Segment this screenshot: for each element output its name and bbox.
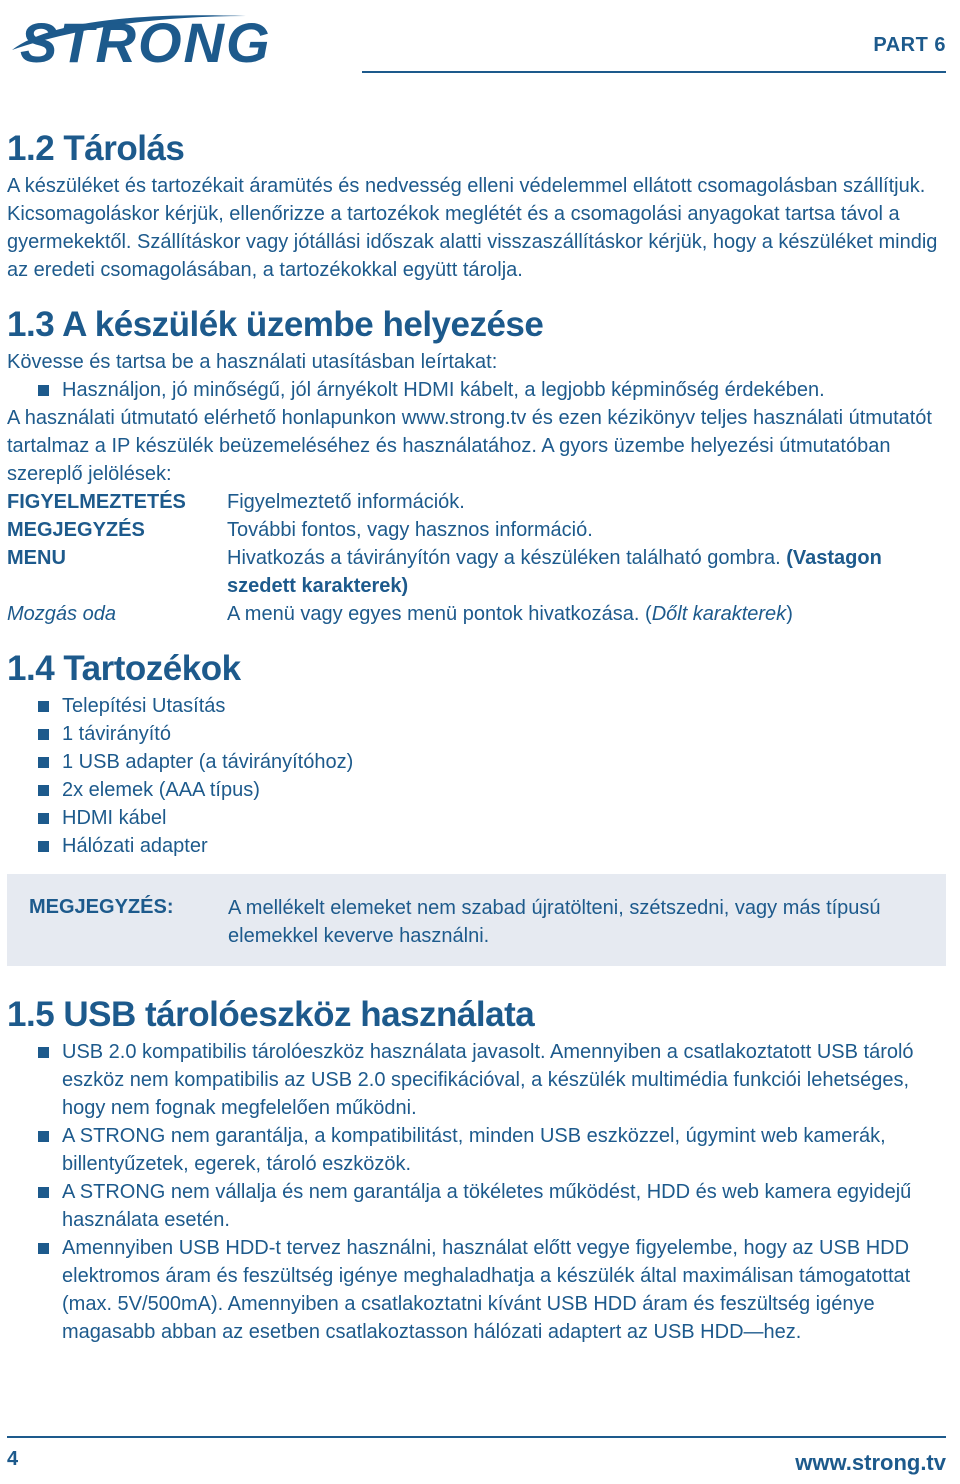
notation-desc: Hivatkozás a távirányítón vagy a készüléken található gombra. (Vastagon szedett karakterek) xyxy=(227,547,882,597)
section-title-storage: 1.2 Tárolás xyxy=(7,129,185,168)
list-item: A STRONG nem vállalja és nem garantálja a tökéletes működést, HDD és web kamera egyidejű használata esetén. xyxy=(7,1178,947,1234)
list-item: A STRONG nem garantálja, a kompatibilitást, minden USB eszközzel, úgymint web kamerák, billentyűzetek, egerek, tároló eszközök. xyxy=(7,1122,947,1178)
list-item: 1 távirányító xyxy=(7,720,947,748)
usb-list xyxy=(7,1038,947,1346)
notation-desc: Figyelmeztető információk. xyxy=(227,491,465,513)
notation-desc: További fontos, vagy hasznos információ. xyxy=(227,519,593,541)
part-label: PART 6 xyxy=(873,34,946,56)
bullet-square-icon xyxy=(38,813,49,824)
bullet-square-icon xyxy=(38,1187,49,1198)
note-box xyxy=(7,874,946,966)
notation-desc: A menü vagy egyes menü pontok hivatkozása. (Dőlt karakterek) xyxy=(227,603,793,625)
page-content xyxy=(7,126,947,1346)
list-item: 2x elemek (AAA típus) xyxy=(7,776,947,804)
bullet-square-icon xyxy=(38,701,49,712)
list-item: Amennyiben USB HDD-t tervez használni, használat előtt vegye figyelembe, hogy az USB HDD elektromos áram és feszültség igénye meghaladhatja a készülék által maximálisan támogatottat (max. 5V/500mA). Amennyiben a csatlakoztatni kívánt USB HDD áram és feszültség igénye magasabb abban az esetben csatlakoztasson hálózati adaptert az USB HDD—hez. xyxy=(7,1234,947,1346)
section-title-setup: 1.3 A készülék üzembe helyezése xyxy=(7,305,544,344)
list-item: Használjon, jó minőségű, jól árnyékolt HDMI kábelt, a legjobb képminőség érdekében. xyxy=(7,376,947,404)
svg-text:STRONG: STRONG xyxy=(20,11,272,70)
list-item: 1 USB adapter (a távirányítóhoz) xyxy=(7,748,947,776)
bullet-square-icon xyxy=(38,841,49,852)
accessories-list xyxy=(7,692,947,860)
bullet-square-icon xyxy=(38,1131,49,1142)
notation-term: FIGYELMEZTETÉS xyxy=(7,491,186,513)
setup-bullets xyxy=(7,376,947,404)
notation-term: MENU xyxy=(7,547,66,569)
bullet-square-icon xyxy=(38,785,49,796)
section-title-accessories: 1.4 Tartozékok xyxy=(7,649,241,688)
strong-logo xyxy=(6,8,311,70)
page-number: 4 xyxy=(7,1448,19,1470)
header-rule xyxy=(362,71,946,73)
bullet-square-icon xyxy=(38,385,49,396)
bullet-square-icon xyxy=(38,1047,49,1058)
setup-body: A használati útmutató elérhető honlapunkon www.strong.tv és ezen kézikönyv teljes használati útmutatót tartalmaz a IP készülék beüzemeléséhez és használatához. A gyors üzembe helyezési útmutatóban szereplő jelölések: xyxy=(7,407,932,485)
list-item: Telepítési Utasítás xyxy=(7,692,947,720)
section-title-usb: 1.5 USB tárolóeszköz használata xyxy=(7,995,535,1034)
notation-term: MEGJEGYZÉS xyxy=(7,519,145,541)
bullet-square-icon xyxy=(38,757,49,768)
note-text: A mellékelt elemeket nem szabad újratölteni, szétszedni, vagy más típusú elemekkel keverve használni. xyxy=(228,897,881,947)
bullet-square-icon xyxy=(38,729,49,740)
list-item: HDMI kábel xyxy=(7,804,947,832)
list-item: USB 2.0 kompatibilis tárolóeszköz használata javasolt. Amennyiben a csatlakoztatott USB tároló eszköz nem kompatibilis az USB 2.0 specifikációval, a készülék multimédia funkciói lehetséges, hogy nem fognak megfelelően működni. xyxy=(7,1038,947,1122)
notation-list xyxy=(7,488,947,628)
footer-url: www.strong.tv xyxy=(795,1450,946,1475)
storage-body: A készüléket és tartozékait áramütés és nedvesség elleni védelemmel ellátott csomagolásban szállítjuk. Kicsomagoláskor kérjük, ellenőrizze a tartozékok meglétét és a csomagolási anyagokat tartsa távol a gyermekektől. Szállításkor vagy jótállási időszak alatti visszaszállításkor kérjük, hogy a készüléket mindig az eredeti csomagolásában, a tartozékokkal együtt tárolja. xyxy=(7,175,938,281)
footer-rule xyxy=(7,1436,946,1438)
note-label: MEGJEGYZÉS: xyxy=(29,896,174,918)
list-item: Hálózati adapter xyxy=(7,832,947,860)
page-header xyxy=(0,0,960,80)
notation-term: Mozgás oda xyxy=(7,603,116,625)
bullet-square-icon xyxy=(38,1243,49,1254)
setup-intro: Kövesse és tartsa be a használati utasításban leírtakat: xyxy=(7,351,498,373)
